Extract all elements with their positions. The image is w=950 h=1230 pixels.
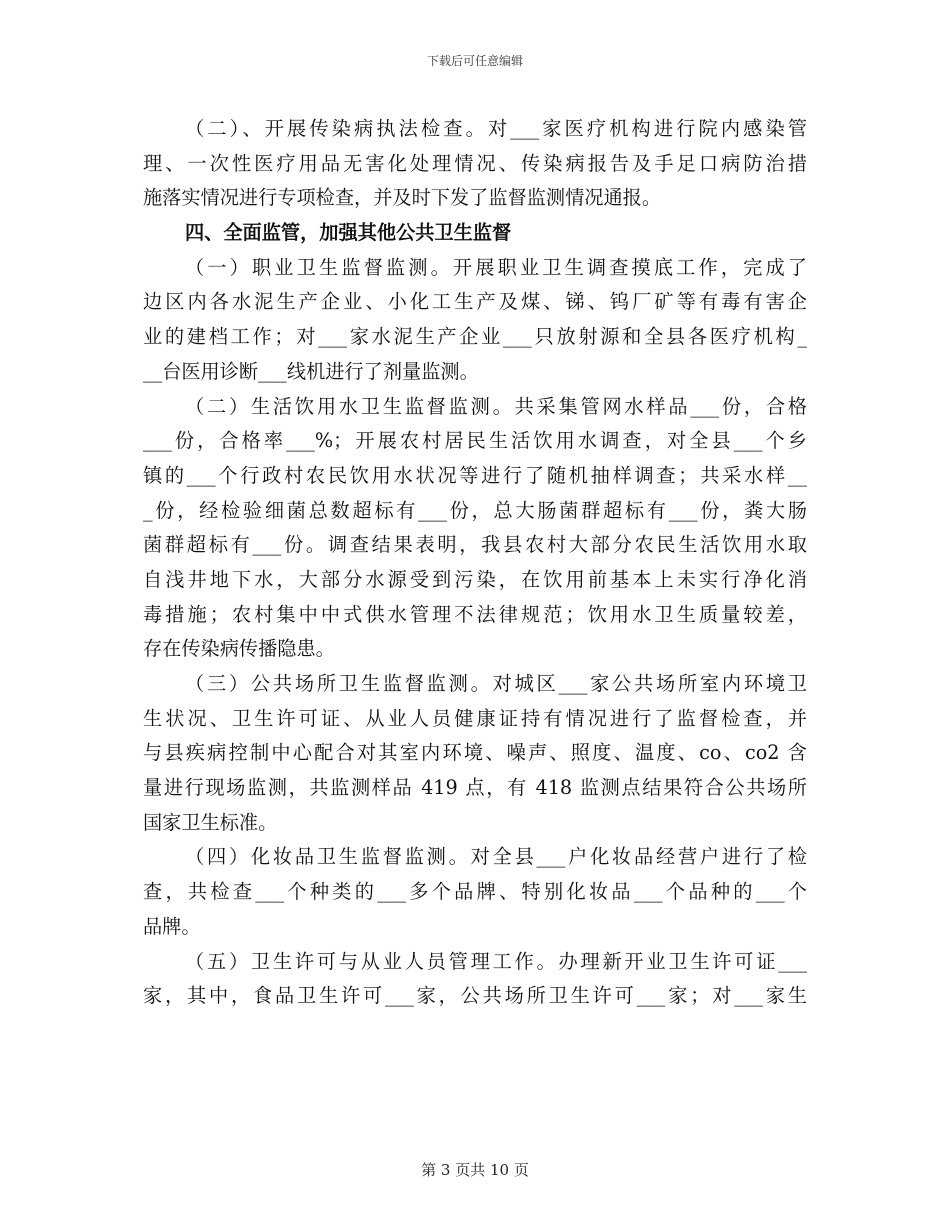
text-line: 镇的___个行政村农民饮用水状况等进行了随机抽样调查；共采水样__: [143, 463, 807, 487]
text-line: 毒措施；农村集中中式供水管理不法律规范；饮用水卫生质量较差，: [143, 602, 807, 626]
text-line: 理、一次性医疗用品无害化处理情况、传染病报告及手足口病防治措: [143, 151, 807, 175]
text-line: 菌群超标有___份。调查结果表明，我县农村大部分农民生活饮用水取: [143, 533, 807, 557]
text-line: 国家卫生标准。: [143, 810, 278, 834]
text-line: 查，共检查___个种类的___多个品牌、特别化妆品___个品种的___个: [143, 880, 807, 904]
text-line: （二）、开展传染病执法检查。对___家医疗机构进行院内感染管: [185, 117, 807, 140]
page-header: 下载后可任意编辑: [426, 54, 523, 68]
text-line: 家，其中，食品卫生许可___家，公共场所卫生许可___家；对___家生: [143, 984, 807, 1008]
text-line: （三）公共场所卫生监督监测。对城区___家公共场所室内环境卫: [185, 672, 807, 695]
text-line: （五）卫生许可与从业人员管理工作。办理新开业卫生许可证___: [185, 949, 807, 973]
text-line: （四）化妆品卫生监督监测。对全县___户化妆品经营户进行了检: [185, 845, 807, 869]
text-line: 生状况、卫生许可证、从业人员健康证持有情况进行了监督检查，并: [143, 706, 807, 730]
text-line: __台医用诊断___线机进行了剂量监测。: [143, 359, 479, 383]
text-line: （一）职业卫生监督监测。开展职业卫生调查摸底工作，完成了: [185, 255, 807, 279]
text-line: 量进行现场监测，共监测样品 419 点，有 418 监测点结果符合公共场所: [143, 776, 807, 800]
text-line: 自浅井地下水，大部分水源受到污染，在饮用前基本上未实行净化消: [143, 567, 807, 591]
text-line: 边区内各水泥生产企业、小化工生产及煤、锑、钨厂矿等有毒有害企: [143, 290, 807, 314]
text-line: 施落实情况进行专项检查，并及时下发了监督监测情况通报。: [143, 186, 662, 210]
text-line: （二）生活饮用水卫生监督监测。共采集管网水样品___份，合格: [185, 394, 807, 418]
text-line: 品牌。: [143, 914, 201, 938]
page-footer: 第 3 页共 10 页: [421, 1161, 529, 1179]
text-line: 业的建档工作；对___家水泥生产企业___只放射源和全县各医疗机构_: [143, 325, 807, 349]
section-heading: 四、全面监管，加强其他公共卫生监督: [185, 221, 512, 245]
text-line: ___份，合格率___%；开展农村居民生活饮用水调查，对全县___个乡: [143, 429, 807, 453]
text-line: 存在传染病传播隐患。: [143, 637, 335, 661]
text-line: _份，经检验细菌总数超标有___份，总大肠菌群超标有___份，粪大肠: [143, 498, 807, 522]
text-line: 与县疾病控制中心配合对其室内环境、噪声、照度、温度、co、co2 含: [143, 741, 807, 765]
document-body: [143, 112, 807, 1014]
